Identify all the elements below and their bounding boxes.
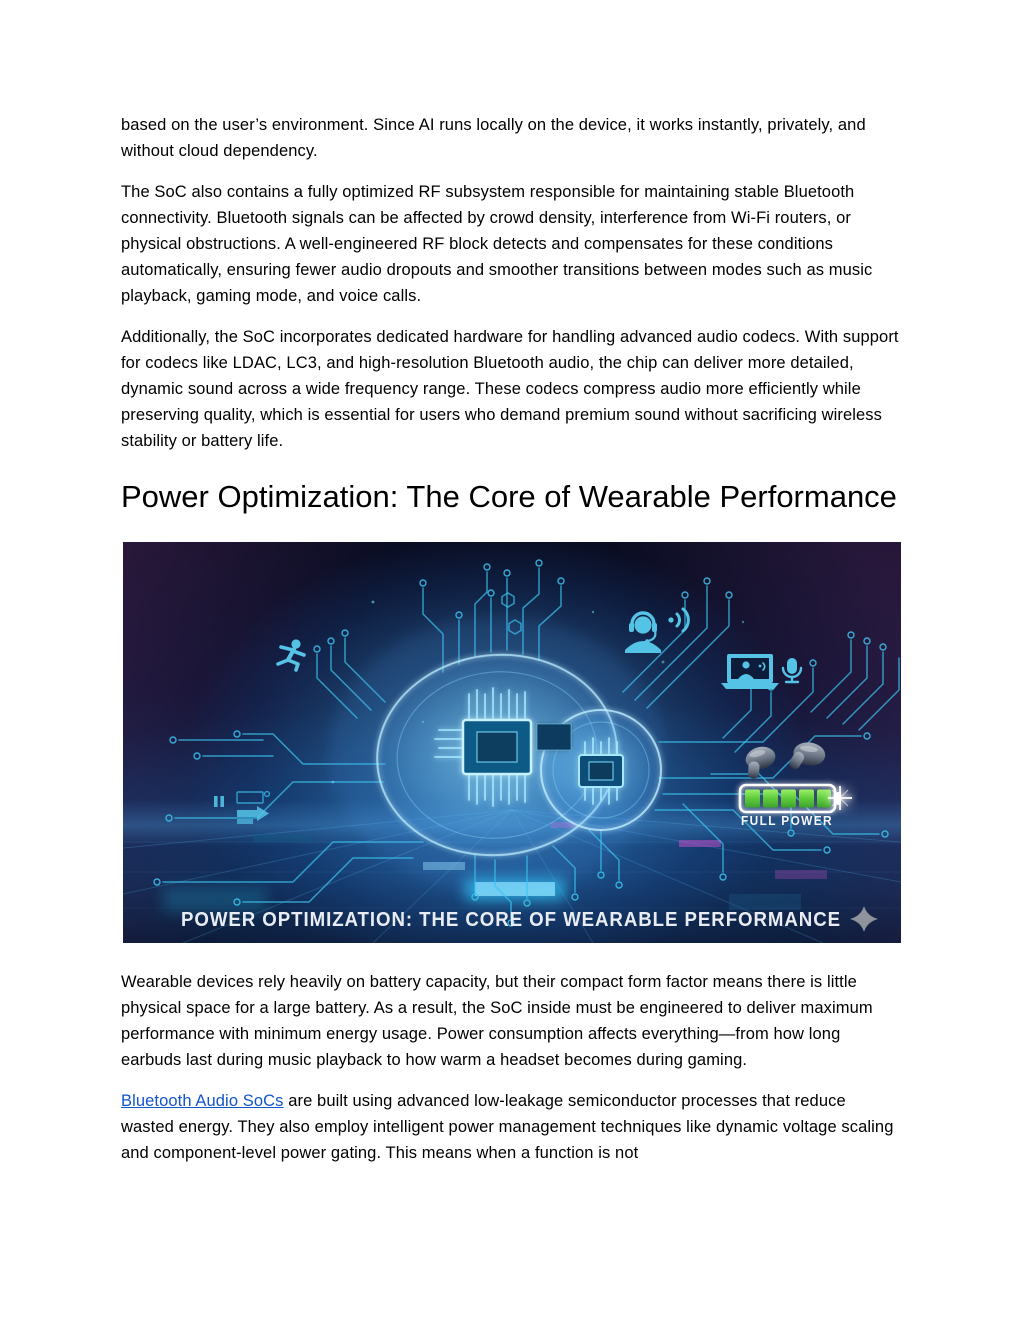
banner-text: POWER OPTIMIZATION: THE CORE OF WEARABLE PERFORMANCE xyxy=(181,909,841,931)
paragraph-audio-codecs: Additionally, the SoC incorporates dedicated hardware for handling advanced audio codecs. With support for codecs like LDAC, LC3, and high-resolution Bluetooth audio, the chip can deliver more detailed, dynamic sound across a wide frequency range. These codecs compress audio more efficiently while preserving quality, which is essential for users who demand premium sound without sacrificing wireless stability or battery life. xyxy=(121,328,899,450)
paragraph-ai-environment: based on the user’s environment. Since AI runs locally on the device, it works instantly, privately, and without cloud dependency. xyxy=(121,116,866,160)
chip-icon-small xyxy=(579,738,623,804)
paragraph-rf-subsystem: The SoC also contains a fully optimized RF subsystem responsible for maintaining stable Bluetooth connectivity. Bluetooth signals can be affected by crowd density, interference from Wi-Fi routers, or physical obstructions. A well-engineered RF block detects and compensates for these conditions automatically, ensuring fewer audio dropouts and smoother transitions between modes such as music playback, gaming mode, and voice calls. xyxy=(121,183,873,305)
diamond-icon xyxy=(850,906,878,932)
paragraph-low-leakage xyxy=(121,1088,901,1166)
hero-artwork xyxy=(123,542,901,943)
headset-support-icon xyxy=(625,613,661,653)
document-content xyxy=(121,0,901,1181)
paragraph-wearable-battery: Wearable devices rely heavily on battery capacity, but their compact form factor means there is little physical space for a large battery. As a result, the SoC inside must be engineered to deliver maximum performance with minimum energy usage. Power consumption affects everything—from how long earbuds last during music playback to how warm a headset becomes during gaming. xyxy=(121,973,873,1069)
earbuds-icon xyxy=(741,740,827,782)
battery-label: FULL POWER xyxy=(741,813,833,828)
paragraph-low-leakage-text: are built using advanced low-leakage semiconductor processes that reduce wasted energy. They also employ intelligent power management techniques like dynamic voltage scaling and component-level power gating. This means when a function is not xyxy=(121,1092,894,1162)
microphone-icon xyxy=(783,658,801,682)
hero-image-power-optimization xyxy=(123,542,901,943)
section-heading-power-optimization: Power Optimization: The Core of Wearable Performance xyxy=(121,479,897,514)
bluetooth-audio-socs-link[interactable]: Bluetooth Audio SoCs xyxy=(121,1092,284,1110)
battery-full-icon xyxy=(740,785,841,812)
sound-waves-icon xyxy=(668,609,688,631)
video-call-laptop-icon xyxy=(721,654,779,689)
running-person-icon xyxy=(278,639,304,670)
